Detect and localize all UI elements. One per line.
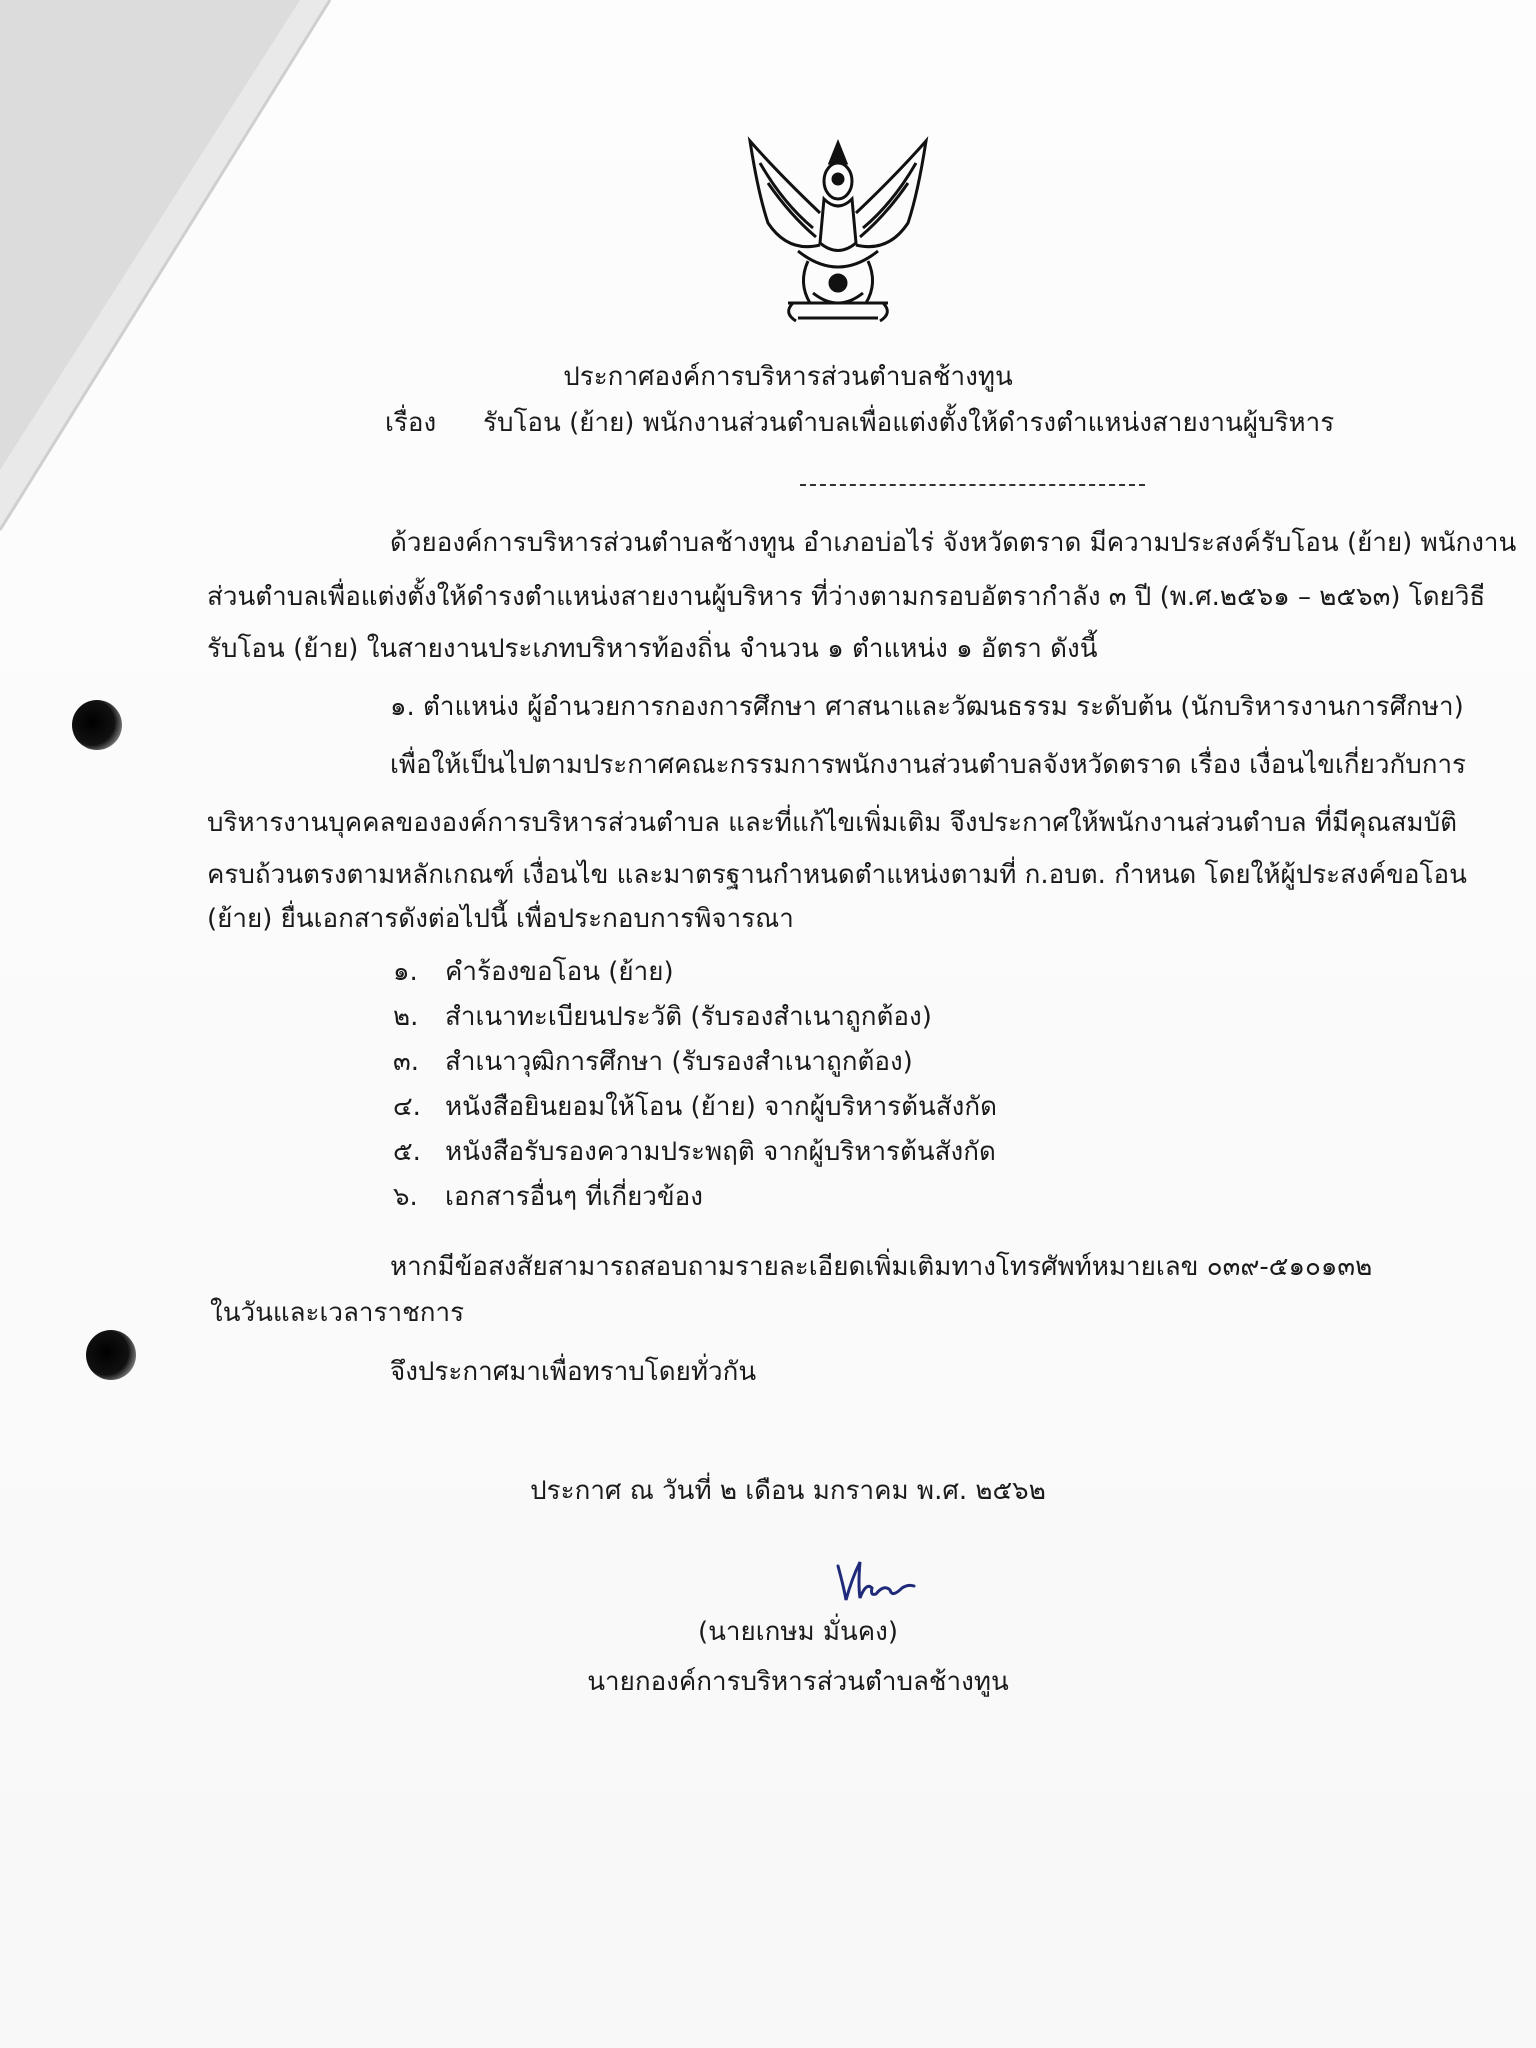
- subject-label: เรื่อง: [385, 408, 437, 438]
- handwritten-signature: [830, 1548, 920, 1608]
- subject-text: รับโอน (ย้าย) พนักงานส่วนตำบลเพื่อแต่งตั้งให้ดำรงตำแหน่งสายงานผู้บริหาร: [483, 408, 1335, 438]
- announcement-date: ประกาศ ณ วันที่ ๒ เดือน มกราคม พ.ศ. ๒๕๖๒: [530, 1476, 1046, 1506]
- contact-line-2: ในวันและเวลาราชการ: [210, 1298, 465, 1328]
- position-line: ๑. ตำแหน่ง ผู้อำนวยการกองการศึกษา ศาสนาและวัฒนธรรม ระดับต้น (นักบริหารงานการศึกษา): [390, 692, 1464, 722]
- conditions-line-2: บริหารงานบุคคลขององค์การบริหารส่วนตำบล และที่แก้ไขเพิ่มเติม จึงประกาศให้พนักงานส่วนตำบล ที่มีคุณสมบัติ: [207, 808, 1458, 838]
- document-item: [393, 1135, 996, 1169]
- document-item-text: เอกสารอื่นๆ ที่เกี่ยวข้อง: [445, 1182, 703, 1212]
- document-item-number: ๓.: [393, 1047, 420, 1077]
- intro-line-1: ด้วยองค์การบริหารส่วนตำบลช้างทูน อำเภอบ่อไร่ จังหวัดตราด มีความประสงค์รับโอน (ย้าย) พนักงาน: [390, 528, 1517, 558]
- closing-line: จึงประกาศมาเพื่อทราบโดยทั่วกัน: [390, 1357, 757, 1387]
- document-item-text: คำร้องขอโอน (ย้าย): [445, 957, 674, 987]
- document-item: [393, 955, 674, 989]
- conditions-line-4: (ย้าย) ยื่นเอกสารดังต่อไปนี้ เพื่อประกอบการพิจารณา: [207, 904, 794, 934]
- document-item-text: หนังสือยินยอมให้โอน (ย้าย) จากผู้บริหารต้นสังกัด: [445, 1092, 997, 1122]
- title-divider: [800, 484, 1145, 486]
- document-item-number: ๑.: [393, 957, 418, 987]
- document-item-number: ๒.: [393, 1002, 419, 1032]
- announcement-title: ประกาศองค์การบริหารส่วนตำบลช้างทูน: [563, 362, 1013, 392]
- document-item-number: ๕.: [393, 1137, 421, 1167]
- document-item: [393, 1045, 913, 1079]
- document-item-text: สำเนาทะเบียนประวัติ (รับรองสำเนาถูกต้อง): [445, 1002, 932, 1032]
- document-item-number: ๖.: [393, 1182, 418, 1212]
- document-item-text: หนังสือรับรองความประพฤติ จากผู้บริหารต้นสังกัด: [445, 1137, 996, 1167]
- document-item-text: สำเนาวุฒิการศึกษา (รับรองสำเนาถูกต้อง): [445, 1047, 913, 1077]
- document-item-number: ๔.: [393, 1092, 421, 1122]
- contact-line-1: หากมีข้อสงสัยสามารถสอบถามรายละเอียดเพิ่มเติมทางโทรศัพท์หมายเลข ๐๓๙-๕๑๐๑๓๒: [390, 1252, 1373, 1282]
- intro-line-2: ส่วนตำบลเพื่อแต่งตั้งให้ดำรงตำแหน่งสายงานผู้บริหาร ที่ว่างตามกรอบอัตรากำลัง ๓ ปี (พ.ศ.๒๕๖๑ – ๒๕๖๓) โดยวิธี: [207, 582, 1486, 612]
- document-item: [393, 1090, 997, 1124]
- punch-hole: [86, 1330, 136, 1380]
- signatory-title: นายกองค์การบริหารส่วนตำบลช้างทูน: [587, 1667, 1009, 1697]
- conditions-line-3: ครบถ้วนตรงตามหลักเกณฑ์ เงื่อนไข และมาตรฐานกำหนดตำแหน่งตามที่ ก.อบต. กำหนด โดยให้ผู้ประสงค์ขอโอน: [207, 860, 1467, 890]
- document-item: [393, 1180, 703, 1214]
- intro-line-3: รับโอน (ย้าย) ในสายงานประเภทบริหารท้องถิ่น จำนวน ๑ ตำแหน่ง ๑ อัตรา ดังนี้: [207, 634, 1098, 664]
- garuda-emblem-icon: [738, 133, 938, 333]
- conditions-line-1: เพื่อให้เป็นไปตามประกาศคณะกรรมการพนักงานส่วนตำบลจังหวัดตราด เรื่อง เงื่อนไขเกี่ยวกับการ: [390, 750, 1467, 780]
- document-item: [393, 1000, 932, 1034]
- signatory-name: (นายเกษม มั่นคง): [697, 1617, 899, 1647]
- punch-hole: [72, 700, 122, 750]
